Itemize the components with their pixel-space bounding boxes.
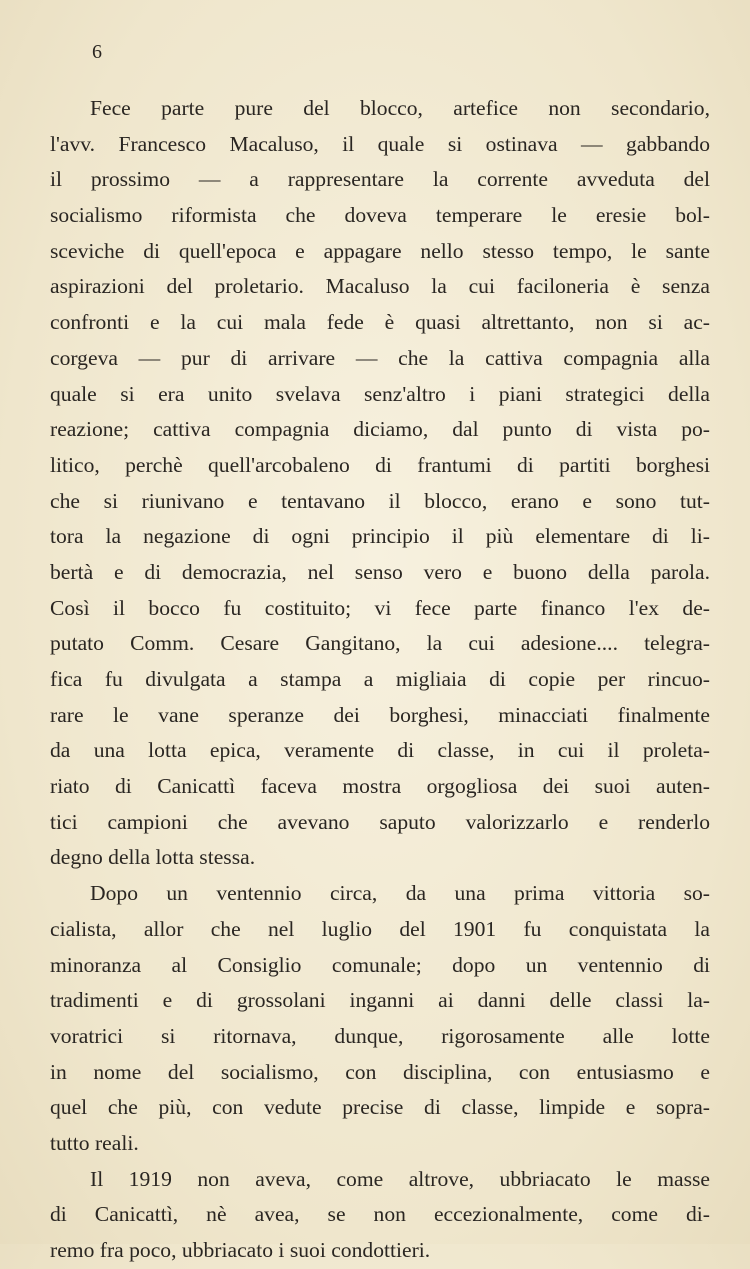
text-line: tutto reali. xyxy=(50,1130,139,1155)
text-line: putato Comm. Cesare Gangitano, la cui adesione.... telegra- xyxy=(50,631,710,656)
text-line: Dopo un ventennio circa, da una prima vittoria so- xyxy=(90,881,710,906)
text-line: Fece parte pure del blocco, artefice non secondario, xyxy=(90,96,710,120)
text-line: litico, perchè quell'arcobaleno di frantumi di partiti borghesi xyxy=(50,452,710,477)
page-number: 6 xyxy=(92,41,102,63)
text-line: tora la negazione di ogni principio il più elementare di li- xyxy=(50,524,710,549)
paragraph xyxy=(50,1162,710,1269)
text-line: reazione; cattiva compagnia diciamo, dal punto di vista po- xyxy=(50,417,710,442)
text-line: Il 1919 non aveva, come altrove, ubbriacato le masse xyxy=(90,1166,710,1191)
body-text xyxy=(50,91,710,1269)
text-line: quale si era unito svelava senz'altro i piani strategici della xyxy=(50,381,710,406)
text-line: fica fu divulgata a stampa a migliaia di copie per rincuo- xyxy=(50,667,710,691)
text-line: socialismo riformista che doveva temperare le eresie bol- xyxy=(50,203,710,228)
text-line: da una lotta epica, veramente di classe, in cui il proleta- xyxy=(50,738,710,763)
text-line: voratrici si ritornava, dunque, rigorosamente alle lotte xyxy=(50,1023,710,1048)
text-line: di Canicattì, nè avea, se non eccezionalmente, come di- xyxy=(50,1202,710,1227)
text-line: bertà e di democrazia, nel senso vero e buono della parola. xyxy=(50,559,710,584)
text-line: sceviche di quell'epoca e appagare nello stesso tempo, le sante xyxy=(50,238,710,263)
paragraph xyxy=(50,91,710,876)
text-line: l'avv. Francesco Macaluso, il quale si ostinava — gabbando xyxy=(50,131,710,156)
text-line: cialista, allor che nel luglio del 1901 fu conquistata la xyxy=(50,916,710,941)
text-line: il prossimo — a rappresentare la corrente avveduta del xyxy=(50,167,710,192)
text-line: rare le vane speranze dei borghesi, minacciati finalmente xyxy=(50,702,710,727)
text-line: tradimenti e di grossolani inganni ai danni delle classi la- xyxy=(50,988,710,1013)
paragraph xyxy=(50,876,710,1162)
text-line: aspirazioni del proletario. Macaluso la cui faciloneria è senza xyxy=(50,274,710,299)
text-line: che si riunivano e tentavano il blocco, erano e sono tut- xyxy=(50,488,710,513)
text-line: confronti e la cui mala fede è quasi altrettanto, non si ac- xyxy=(50,310,710,335)
text-line: tici campioni che avevano saputo valorizzarlo e renderlo xyxy=(50,809,710,834)
text-line: Così il bocco fu costituito; vi fece parte financo l'ex de- xyxy=(50,595,710,620)
text-line: quel che più, con vedute precise di classe, limpide e sopra- xyxy=(50,1095,710,1120)
text-line: corgeva — pur di arrivare — che la cattiva compagnia alla xyxy=(50,345,710,370)
text-line: degno della lotta stessa. xyxy=(50,845,256,870)
text-line: in nome del socialismo, con disciplina, con entusiasmo e xyxy=(50,1059,710,1084)
text-line: minoranza al Consiglio comunale; dopo un ventennio di xyxy=(50,952,710,977)
text-line: riato di Canicattì faceva mostra orgogliosa dei suoi auten- xyxy=(50,774,710,799)
text-line: remo fra poco, ubbriacato i suoi condottieri. xyxy=(50,1238,431,1262)
